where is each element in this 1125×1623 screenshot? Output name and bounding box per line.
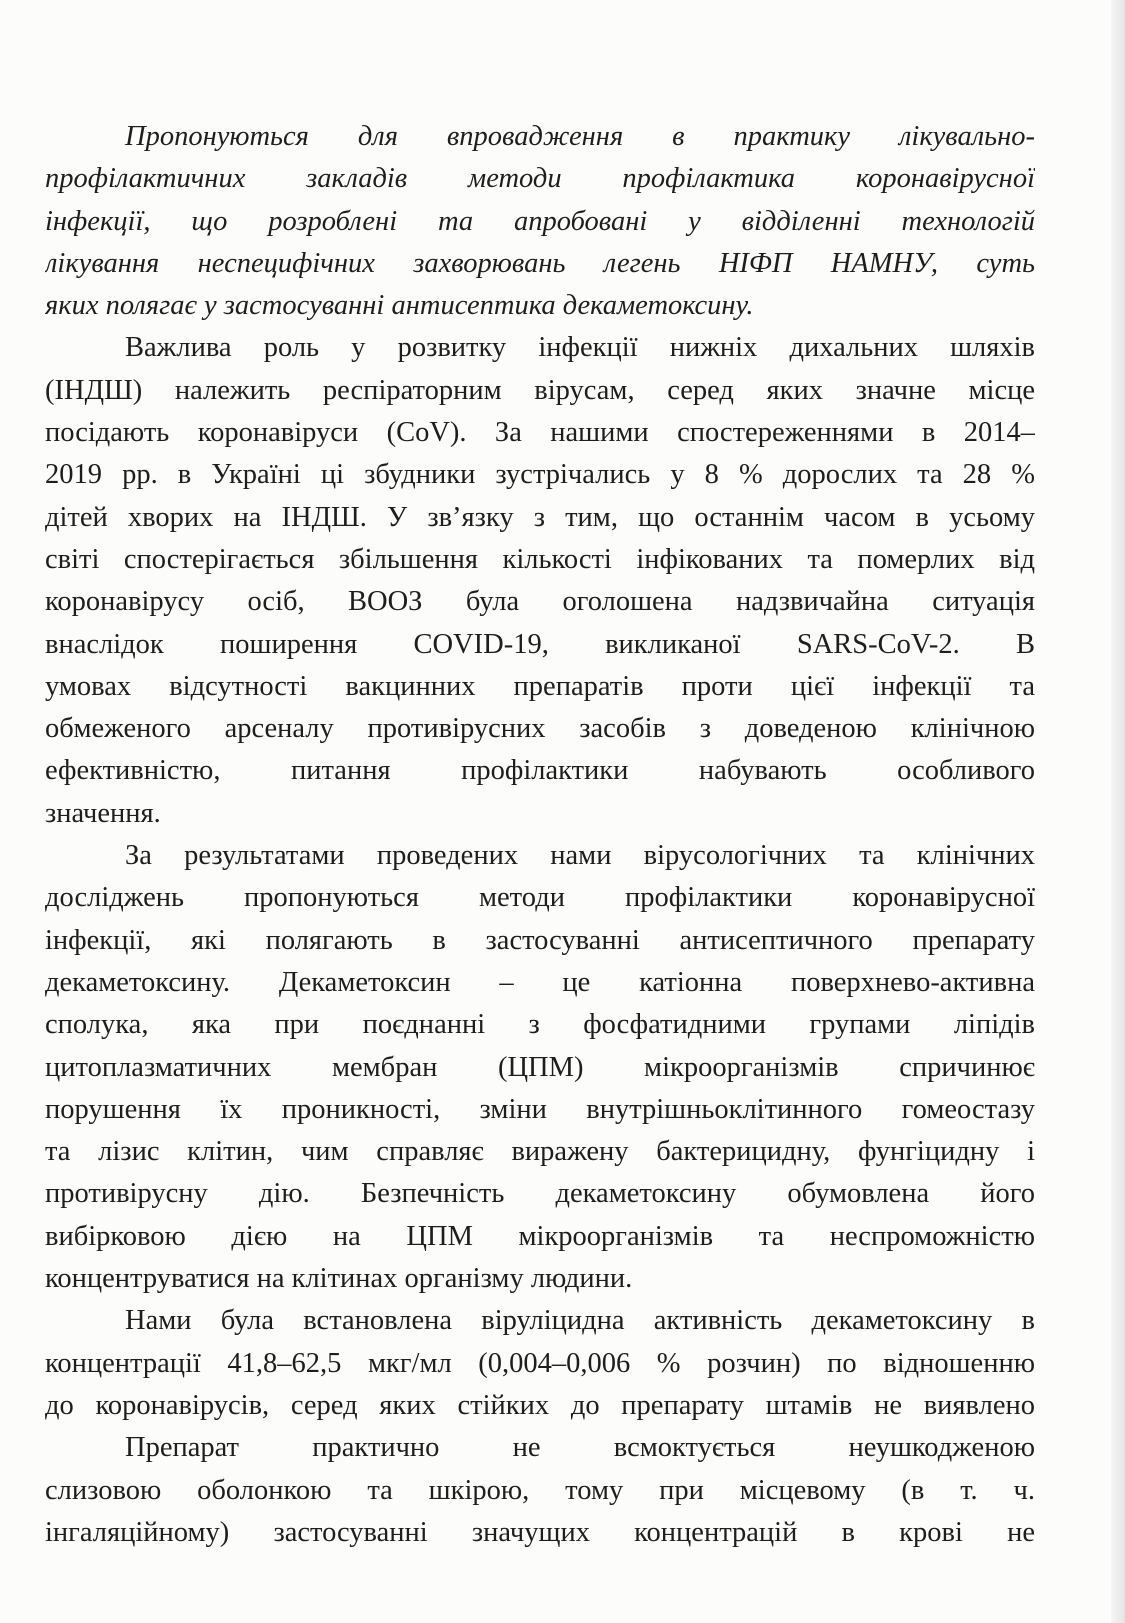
text-line: Важлива роль у розвитку інфекції нижніх дихальних шляхів [125,332,1035,364]
text-line: Нами була встановлена віруліцидна активність декаметоксину в [125,1305,1035,1337]
text-line: умовах відсутності вакцинних препаратів проти цієї інфекції та [45,670,1035,702]
text-line: ефективністю, питання профілактики набувають особливого [45,755,1035,787]
text-line: коронавірусу осіб, ВООЗ була оголошена надзвичайна ситуація [45,586,1035,618]
text-line: противірусну дію. Безпечність декаметоксину обумовлена його [45,1178,1035,1210]
text-line: досліджень пропонуються методи профілактики коронавірусної [45,882,1035,914]
text-line: концентруватися на клітинах організму людини. [45,1263,633,1295]
text-line: та лізис клітин, чим справляє виражену бактерицидну, фунгіцидну і [45,1136,1035,1168]
text-line: інгаляційному) застосуванні значущих концентрацій в крові не [45,1516,1035,1548]
text-line: світі спостерігається збільшення кількості інфікованих та померлих від [45,543,1035,575]
paragraph [45,1427,1035,1554]
text-line: декаметоксину. Декаметоксин – це катіонна поверхнево-активна [45,966,1035,998]
text-line: до коронавірусів, серед яких стійких до препарату штамів не виявлено [45,1389,1035,1421]
text-line: інфекції, які полягають в застосуванні антисептичного препарату [45,924,1035,956]
paragraph [45,327,1035,835]
document-body [45,116,1035,1554]
text-line: дітей хворих на ІНДШ. У зв’язку з тим, що останнім часом в усьому [45,501,1035,533]
paragraph [45,1300,1035,1427]
text-line: Препарат практично не всмоктується неушкодженою [125,1432,1035,1464]
text-line: посідають коронавіруси (CoV). За нашими спостереженнями в 2014– [45,417,1035,449]
text-line: порушення їх проникності, зміни внутрішньоклітинного гомеостазу [45,1093,1035,1125]
text-line: слизовою оболонкою та шкірою, тому при місцевому (в т. ч. [45,1474,1035,1506]
text-line: цитоплазматичних мембран (ЦПМ) мікроорганізмів спричинює [45,1051,1035,1083]
text-line: профілактичних закладів методи профілактика коронавірусної [45,163,1035,195]
text-line: Пропонуються для впровадження в практику лікувально- [125,121,1035,152]
text-line: значення. [45,797,161,829]
text-line: (ІНДШ) належить респіраторним вірусам, серед яких значне місце [45,374,1035,406]
text-line: обмеженого арсеналу противірусних засобів з доведеною клінічною [45,713,1035,745]
text-line: концентрації 41,8–62,5 мкг/мл (0,004–0,006 % розчин) по відношенню [45,1347,1035,1379]
paragraph [45,116,1035,327]
text-line: внаслідок поширення COVID-19, викликаної SARS-CoV-2. В [45,628,1035,660]
text-line: За результатами проведених нами вірусологічних та клінічних [125,840,1035,872]
text-line: 2019 рр. в Україні ці збудники зустрічались у 8 % дорослих та 28 % [45,459,1035,491]
text-line: вибірковою дією на ЦПМ мікроорганізмів та неспроможністю [45,1220,1035,1252]
text-line: яких полягає у застосуванні антисептика декаметоксину. [45,290,754,322]
paragraph [45,835,1035,1300]
text-line: сполука, яка при поєднанні з фосфатидними групами ліпідів [45,1009,1035,1041]
scan-page-edge [1111,0,1125,1623]
text-line: лікування неспецифічних захворювань легень НІФП НАМНУ, суть [45,247,1035,279]
text-line: інфекції, що розроблені та апробовані у відділенні технологій [45,205,1035,237]
